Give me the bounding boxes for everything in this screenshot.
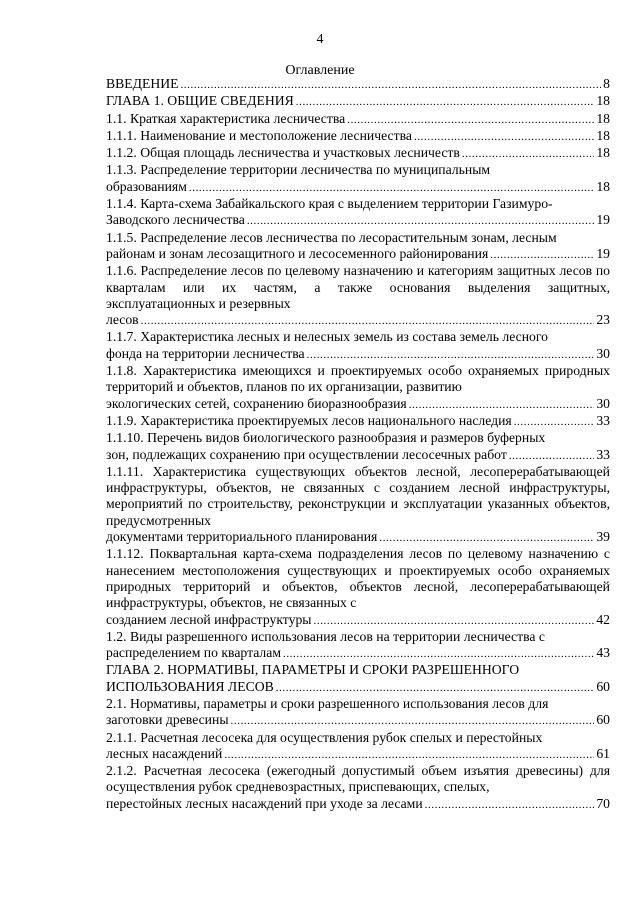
toc-page-number: 18 (596, 127, 610, 143)
dot-leader (414, 129, 594, 145)
toc-entry-text: перестойных лесных насаждений при уходе за лесами (106, 795, 423, 811)
dot-leader (141, 313, 595, 329)
toc-page-number: 30 (596, 345, 610, 361)
toc-entry-text: зон, подлежащих сохранению при осуществлении лесосечных работ (106, 446, 507, 462)
toc-page-number: 39 (596, 529, 610, 545)
toc-entry[interactable] (106, 763, 610, 813)
toc-entry-text: лесов (106, 312, 139, 328)
toc-page-number: 61 (596, 745, 610, 761)
dot-leader (462, 146, 594, 162)
dot-leader (347, 112, 594, 128)
toc-entry-text: созданием лесной инфраструктуры (106, 611, 312, 627)
dot-leader (296, 94, 595, 110)
toc-entry[interactable] (106, 546, 610, 628)
toc-entry-text: 1.1.12. Поквартальная карта-схема подразделения лесов по целевому назначению с нанесением местоположения существующих и проектируемых особо охраняемых природных территорий и объектов, объектов лесной, лесоперерабатывающей инфраструктуры, объектов, не связанных с (106, 546, 610, 611)
toc-page-number: 18 (596, 145, 610, 161)
dot-leader (490, 247, 594, 263)
toc-page-number: 43 (596, 645, 610, 661)
toc-entry-text: 1.1.10. Перечень видов биологического разнообразия и размеров буферных (106, 430, 546, 446)
toc-entry-text: 1.1.6. Распределение лесов по целевому назначению и категориям защитных лесов по кварталам или их частям, а также основания выделения защитных, эксплуатационных и резервных (106, 263, 610, 311)
toc-entry-text: 2.1. Нормативы, параметры и сроки разрешенного использования лесов для (106, 695, 549, 711)
toc-entry[interactable] (106, 230, 610, 264)
toc-entry-text: 1.1.1. Наименование и местоположение лесничества (106, 127, 412, 143)
dot-leader (231, 713, 595, 729)
toc-entry[interactable] (106, 329, 610, 363)
toc-entry-text: 1.1.5. Распределение лесов лесничества по лесорастительным зонам, лесным (106, 229, 557, 245)
toc-entry-text: ГЛАВА 1. ОБЩИЕ СВЕДЕНИЯ (106, 93, 294, 109)
toc-entry-text: ГЛАВА 2. НОРМАТИВЫ, ПАРАМЕТРЫ И СРОКИ РАЗРЕШЕННОГО (106, 662, 520, 678)
toc-entry[interactable] (106, 413, 610, 430)
dot-leader (425, 797, 595, 813)
toc-entry[interactable] (106, 430, 610, 464)
toc-entry[interactable] (106, 76, 610, 93)
toc-page-number: 33 (596, 446, 610, 462)
dot-leader (379, 530, 594, 546)
toc-entry[interactable] (106, 93, 610, 110)
toc-entry[interactable] (106, 629, 610, 663)
toc-entry[interactable] (106, 111, 610, 128)
toc-entry-text: 1.1.9. Характеристика проектируемых лесов национального наследия (106, 412, 512, 428)
toc-entry-text: Заводского лесничества (106, 212, 245, 228)
toc-entry-text: ВВЕДЕНИЕ (106, 76, 179, 91)
toc-entry[interactable] (106, 128, 610, 145)
toc-entry-text: 2.1.1. Расчетная лесосека для осуществления рубок спелых и перестойных (106, 729, 543, 745)
toc-entry[interactable] (106, 263, 610, 329)
dot-leader (224, 747, 594, 763)
toc-entry-text: заготовки древесины (106, 712, 229, 728)
toc-entry-text: 1.1.2. Общая площадь лесничества и участковых лесничеств (106, 145, 460, 161)
toc-entry[interactable] (106, 363, 610, 413)
toc-page-number: 60 (596, 712, 610, 728)
toc-entry[interactable] (106, 730, 610, 764)
toc-page-number: 60 (596, 678, 610, 694)
toc-entry-text: 1.1.4. Карта-схема Забайкальского края с выделением территории Газимуро- (106, 196, 553, 212)
toc-entry-text: документами территориального планирования (106, 529, 378, 545)
toc-entry-text: 2.1.2. Расчетная лесосека (ежегодный допустимый объем изъятия древесины) для осуществления рубок средневозрастных, приспевающих, спелых, (106, 763, 610, 795)
dot-leader (189, 180, 594, 196)
dot-leader (514, 414, 595, 430)
dot-leader (283, 646, 594, 662)
toc-page-number: 18 (596, 93, 610, 109)
toc-entry-text: ИСПОЛЬЗОВАНИЯ ЛЕСОВ (106, 678, 274, 694)
dot-leader (276, 680, 595, 696)
dot-leader (409, 397, 595, 413)
toc-entry[interactable] (106, 696, 610, 730)
toc-title: Оглавление (285, 63, 355, 78)
toc-page-number: 19 (596, 245, 610, 261)
toc-page-number: 18 (596, 110, 610, 126)
dot-leader (180, 77, 601, 93)
toc-entry-text: районам и зонам лесозащитного и лесосеменного районирования (106, 245, 489, 261)
toc-entry-text: 1.1.11. Характеристика существующих объектов лесной, лесоперерабатывающей инфраструктуры, объектов, не связанных с созданием лесной инфраструктуры, мероприятий по строительству, реконструкции и эксплуатации указанных объектов, предусмотренных (106, 463, 610, 528)
dot-leader (307, 347, 595, 363)
dot-leader (247, 213, 595, 229)
toc-page-number: 70 (596, 795, 610, 811)
dot-leader (314, 613, 595, 629)
toc-entry-text: распределением по кварталам (106, 645, 281, 661)
toc-page-number: 19 (596, 212, 610, 228)
toc-entry-text: экологических сетей, сохранению биоразнообразия (106, 395, 407, 411)
dot-leader (509, 448, 595, 464)
toc-entry-text: 1.1.8. Характеристика имеющихся и проектируемых особо охраняемых природных территорий и объектов, планов по их организации, развитию (106, 363, 610, 395)
toc-entry-text: 1.1. Краткая характеристика лесничества (106, 110, 346, 126)
toc-entry[interactable] (106, 145, 610, 162)
toc-entry[interactable] (106, 196, 610, 230)
toc-entry[interactable] (106, 662, 610, 696)
toc-entry-text: 1.2. Виды разрешенного использования лесов на территории лесничества с (106, 628, 545, 644)
page-number: 4 (316, 32, 324, 47)
toc-entry-text: образованиям (106, 178, 187, 194)
toc-page-number: 8 (603, 76, 610, 91)
toc-page-number: 23 (596, 312, 610, 328)
toc-page-number: 18 (596, 178, 610, 194)
toc-page-number: 33 (596, 412, 610, 428)
toc-entry-text: 1.1.3. Распределение территории лесничества по муниципальным (106, 162, 491, 178)
toc-entry-text: фонда на территории лесничества (106, 345, 305, 361)
toc-page-number: 42 (596, 611, 610, 627)
toc-entry-text: лесных насаждений (106, 745, 223, 761)
toc-entry[interactable] (106, 162, 610, 196)
toc-entry[interactable] (106, 464, 610, 546)
toc-entry-text: 1.1.7. Характеристика лесных и нелесных земель из состава земель лесного (106, 329, 549, 345)
toc-page-number: 30 (596, 395, 610, 411)
table-of-contents (106, 76, 610, 813)
